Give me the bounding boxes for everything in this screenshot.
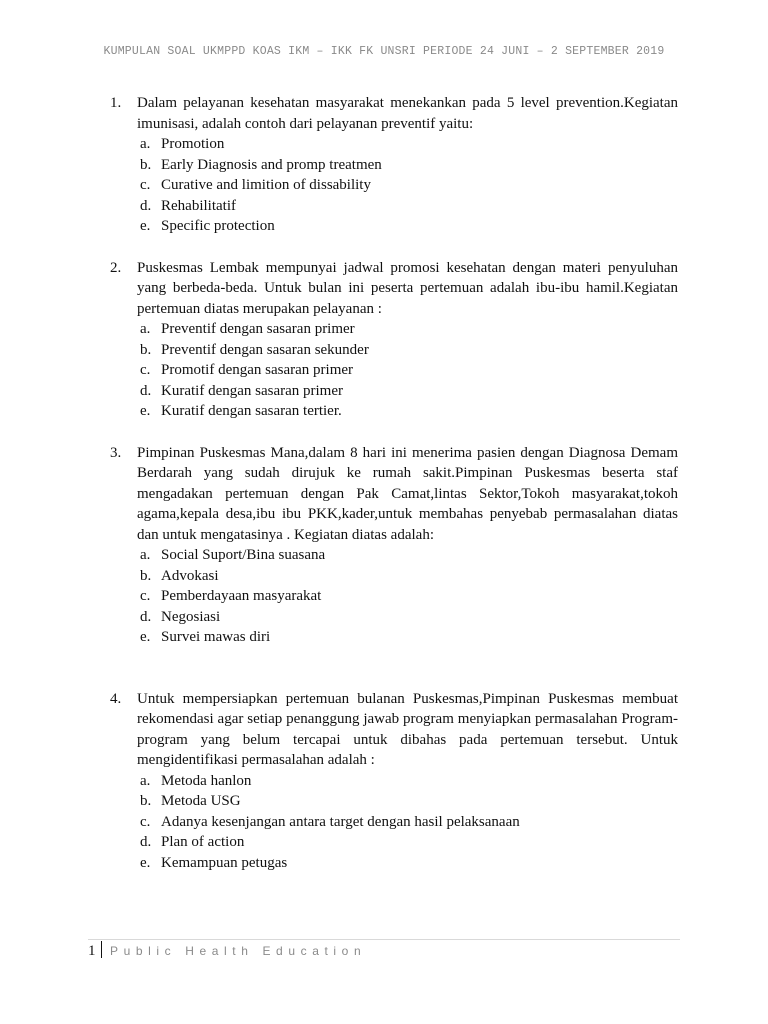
- option-letter: b.: [140, 793, 152, 809]
- option-letter: e.: [140, 854, 151, 871]
- option-text: Metoda USG: [161, 793, 241, 809]
- option-b: [137, 340, 678, 361]
- option-text: Kuratif dengan sasaran primer: [161, 382, 344, 399]
- option-text: Rehabilitatif: [161, 197, 236, 214]
- option-e: [137, 627, 678, 648]
- page-number: 1: [88, 943, 96, 959]
- option-letter: d.: [140, 608, 152, 625]
- option-d: [137, 832, 678, 853]
- option-b: [137, 566, 678, 587]
- option-e: [137, 401, 678, 422]
- option-d: [137, 196, 678, 217]
- option-a: [137, 134, 678, 155]
- option-letter: d.: [140, 382, 152, 399]
- option-text: Advokasi: [161, 567, 219, 584]
- option-letter: c.: [140, 362, 151, 378]
- option-letter: e.: [140, 403, 151, 419]
- option-c: [137, 360, 678, 381]
- option-list: [137, 771, 678, 874]
- footer-text: Public Health Education: [110, 944, 367, 958]
- option-text: Preventif dengan sasaran sekunder: [161, 341, 369, 358]
- option-letter: a.: [140, 136, 151, 152]
- option-text: Adanya kesenjangan antara target dengan hasil pelaksanaan: [161, 813, 520, 830]
- question-1: [110, 93, 678, 237]
- option-letter: d.: [140, 197, 152, 214]
- question-number: 4.: [110, 690, 122, 707]
- question-text: Untuk mempersiapkan pertemuan bulanan Puskesmas,Pimpinan Puskesmas membuat rekomendasi agar setiap penanggung jawab program menyiapkan permasalahan Program-program yang belum tercapai untuk dibahas pada pertemuan tersebut. Untuk mengidentifikasi permasalahan adalah :: [137, 690, 678, 768]
- option-a: [137, 319, 678, 340]
- option-letter: b.: [140, 156, 152, 173]
- option-list: [137, 545, 678, 648]
- option-text: Early Diagnosis and promp treatmen: [161, 156, 382, 173]
- option-letter: a.: [140, 321, 151, 337]
- option-text: Metoda hanlon: [161, 772, 252, 789]
- option-letter: e.: [140, 218, 151, 234]
- option-letter: c.: [140, 177, 151, 193]
- option-c: [137, 175, 678, 196]
- option-letter: e.: [140, 629, 151, 645]
- question-text: Pimpinan Puskesmas Mana,dalam 8 hari ini menerima pasien dengan Diagnosa Demam Berdarah yang sudah dirujuk ke rumah sakit.Pimpinan Puskesmas beserta staf mengadakan pertemuan dengan Pak Camat,lintas Sektor,Tokoh masyarakat,tokoh agama,kepala desa,ibu ibu PKK,kader,untuk membahas penyebab permasalahan diatas dan untuk mengatasinya . Kegiatan diatas adalah:: [137, 444, 678, 543]
- option-text: Plan of action: [161, 834, 245, 850]
- option-letter: a.: [140, 772, 151, 789]
- option-letter: b.: [140, 567, 152, 584]
- option-list: [137, 319, 678, 422]
- option-c: [137, 586, 678, 607]
- question-3: [110, 443, 678, 648]
- option-text: Pemberdayaan masyarakat: [161, 588, 322, 604]
- option-a: [137, 545, 678, 566]
- option-d: [137, 607, 678, 628]
- option-list: [137, 134, 678, 237]
- question-4: [110, 689, 678, 874]
- option-text: Kemampuan petugas: [161, 854, 288, 871]
- option-letter: d.: [140, 834, 152, 850]
- question-2: [110, 258, 678, 422]
- page-footer: [88, 941, 366, 960]
- option-text: Promotif dengan sasaran primer: [161, 362, 354, 378]
- option-letter: c.: [140, 813, 151, 830]
- page-header: KUMPULAN SOAL UKMPPD KOAS IKM – IKK FK UNSRI PERIODE 24 JUNI – 2 SEPTEMBER 2019: [103, 45, 665, 58]
- option-text: Survei mawas diri: [161, 629, 271, 645]
- option-e: [137, 216, 678, 237]
- option-text: Curative and limition of dissability: [161, 177, 371, 193]
- footer-separator: [101, 941, 103, 958]
- option-d: [137, 381, 678, 402]
- option-text: Social Suport/Bina suasana: [161, 547, 326, 563]
- option-b: [137, 791, 678, 812]
- option-text: Promotion: [161, 136, 225, 152]
- question-list: [110, 93, 678, 873]
- question-number: 1.: [110, 95, 122, 111]
- option-letter: a.: [140, 547, 151, 563]
- question-number: 3.: [110, 444, 122, 461]
- question-number: 2.: [110, 259, 122, 276]
- option-letter: c.: [140, 588, 151, 604]
- question-text: Puskesmas Lembak mempunyai jadwal promosi kesehatan dengan materi penyuluhan yang berbeda-beda. Untuk bulan ini peserta pertemuan adalah ibu-ibu hamil.Kegiatan pertemuan diatas merupakan pelayanan :: [137, 259, 678, 317]
- option-text: Negosiasi: [161, 608, 221, 625]
- option-e: [137, 853, 678, 874]
- option-text: Specific protection: [161, 218, 275, 234]
- option-text: Preventif dengan sasaran primer: [161, 321, 355, 337]
- option-a: [137, 771, 678, 792]
- option-letter: b.: [140, 341, 152, 358]
- option-c: [137, 812, 678, 833]
- question-text: Dalam pelayanan kesehatan masyarakat menekankan pada 5 level prevention.Kegiatan imunisasi, adalah contoh dari pelayanan preventif yaitu:: [137, 95, 678, 132]
- option-text: Kuratif dengan sasaran tertier.: [161, 403, 342, 419]
- footer-divider: [88, 939, 680, 940]
- option-b: [137, 155, 678, 176]
